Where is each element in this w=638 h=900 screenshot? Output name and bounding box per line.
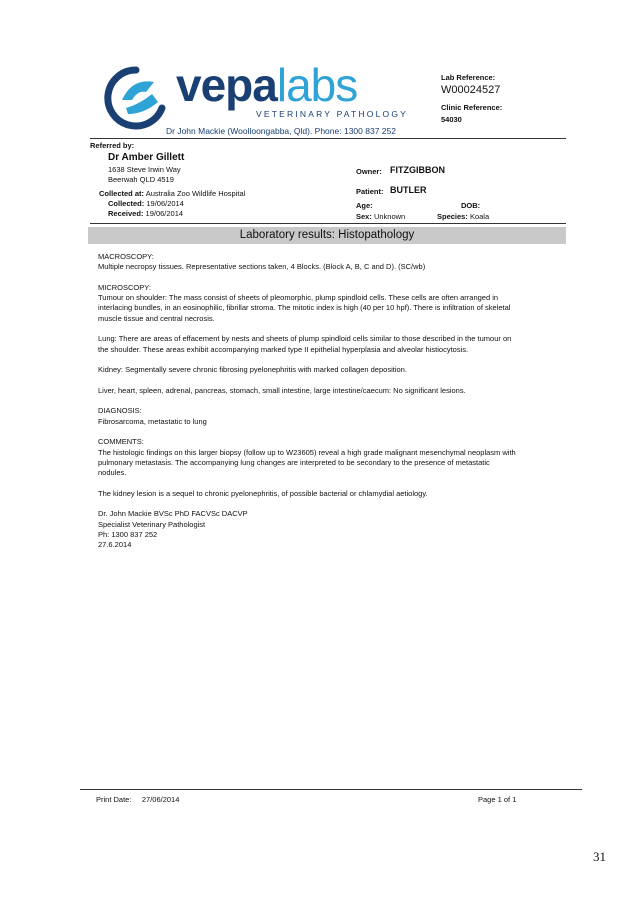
clinic-reference-label: Clinic Reference:: [441, 103, 503, 112]
sex-label: Sex:: [356, 212, 372, 221]
owner-row: [356, 167, 382, 176]
collected-row: [108, 199, 184, 208]
header-divider: [90, 138, 566, 139]
signature-title: Specialist Veterinary Pathologist: [98, 519, 206, 529]
comments-paragraph-2: The kidney lesion is a sequel to chronic pyelonephritis, of possible bacterial or chlamydial aetiology.: [98, 488, 428, 498]
microscopy-other-organs: Liver, heart, spleen, adrenal, pancreas, stomach, small intestine, large intestine/caecum: No significant lesions.: [98, 385, 466, 395]
collected-label: Collected:: [108, 199, 145, 208]
macroscopy-heading: MACROSCOPY:: [98, 252, 154, 261]
sex-value: Unknown: [373, 212, 406, 221]
signature-name: Dr. John Mackie BVSc PhD FACVSc DACVP: [98, 509, 248, 519]
print-date-row: [96, 795, 179, 804]
age-label: Age:: [356, 201, 373, 210]
owner-label: Owner:: [356, 167, 382, 176]
report-title-banner: Laboratory results: Histopathology: [88, 227, 566, 244]
signature-phone: Ph: 1300 837 252: [98, 530, 158, 540]
patient-label: Patient:: [356, 187, 384, 196]
logo-subtitle: VETERINARY PATHOLOGY: [256, 109, 409, 119]
footer-divider: [80, 789, 582, 790]
received-date: 19/06/2014: [145, 209, 184, 218]
patient-divider: [90, 223, 566, 224]
referred-by-label: Referred by:: [90, 141, 135, 150]
collected-at-label: Collected at:: [99, 189, 145, 198]
clinic-reference-value: 54030: [441, 115, 462, 124]
received-row: [108, 209, 183, 218]
microscopy-lung: Lung: There are areas of effacement by nests and sheets of plump spindloid cells similar to those described in the tumour on the shoulder. These areas exhibit accompanying marked type II epithelial hyperplasia and alveolar histiocytosis.: [98, 334, 512, 354]
dob-label: DOB:: [461, 201, 481, 210]
received-label: Received:: [108, 209, 144, 218]
macroscopy-text: Multiple necropsy tissues. Representative sections taken, 4 Blocks. (Block A, B, C and D). (SC/wb): [98, 262, 426, 272]
collected-date: 19/06/2014: [146, 199, 184, 208]
signature-date: 27.6.2014: [98, 540, 132, 550]
lab-reference-label: Lab Reference:: [441, 73, 496, 82]
vet-address-line2: Beerwah QLD 4519: [108, 175, 174, 184]
species-label: Species:: [437, 212, 468, 221]
logo-main-text: vepa: [176, 59, 277, 111]
document-page-number: 31: [593, 849, 606, 864]
microscopy-shoulder: Tumour on shoulder: The mass consist of sheets of pleomorphic, plump spindloid cells. These cells are often arranged in interlacing bundles, in an eosinophilic, fibrillar stroma. The mitotic index is high (40 per 10 hpf). There is infiltration of skeletal muscle tissue and central necrosis.: [98, 293, 511, 323]
contact-line: Dr John Mackie (Woolloongabba, Qld). Phone: 1300 837 252: [166, 126, 396, 136]
logo-wordmark: [176, 58, 357, 112]
collected-at-value: Australia Zoo Wildlife Hospital: [145, 189, 246, 198]
microscopy-kidney: Kidney: Segmentally severe chronic fibrosing pyelonephritis with marked collagen deposition.: [98, 365, 407, 375]
comments-paragraph-1: The histologic findings on this larger biopsy (follow up to W23605) reveal a high grade malignant mesenchymal neoplasm with pulmonary metastasis. The accompanying lung changes are interpreted to be secondary to the presence of metastatic nodules.: [98, 447, 516, 478]
print-date-value: 27/06/2014: [141, 795, 180, 804]
vepalabs-logo-icon: [96, 64, 176, 130]
species-row: [437, 212, 489, 221]
species-value: Koala: [469, 212, 490, 221]
comments-heading: COMMENTS:: [98, 437, 144, 447]
owner-value: FITZGIBBON: [390, 165, 445, 175]
diagnosis-heading: DIAGNOSIS:: [98, 406, 142, 416]
page-counter: Page 1 of 1: [478, 795, 517, 804]
report-body: [98, 252, 518, 551]
collected-at-row: [99, 189, 245, 198]
sex-row: [356, 212, 405, 221]
lab-reference-value: W00024527: [441, 84, 501, 96]
patient-value: BUTLER: [390, 185, 427, 195]
microscopy-heading: MICROSCOPY:: [98, 282, 151, 292]
vet-name: Dr Amber Gillett: [108, 152, 185, 163]
print-date-label: Print Date:: [96, 795, 132, 804]
vet-address-line1: 1638 Steve Irwin Way: [108, 165, 181, 174]
diagnosis-text: Fibrosarcoma, metastatic to lung: [98, 416, 207, 426]
logo-accent-text: labs: [276, 59, 358, 111]
